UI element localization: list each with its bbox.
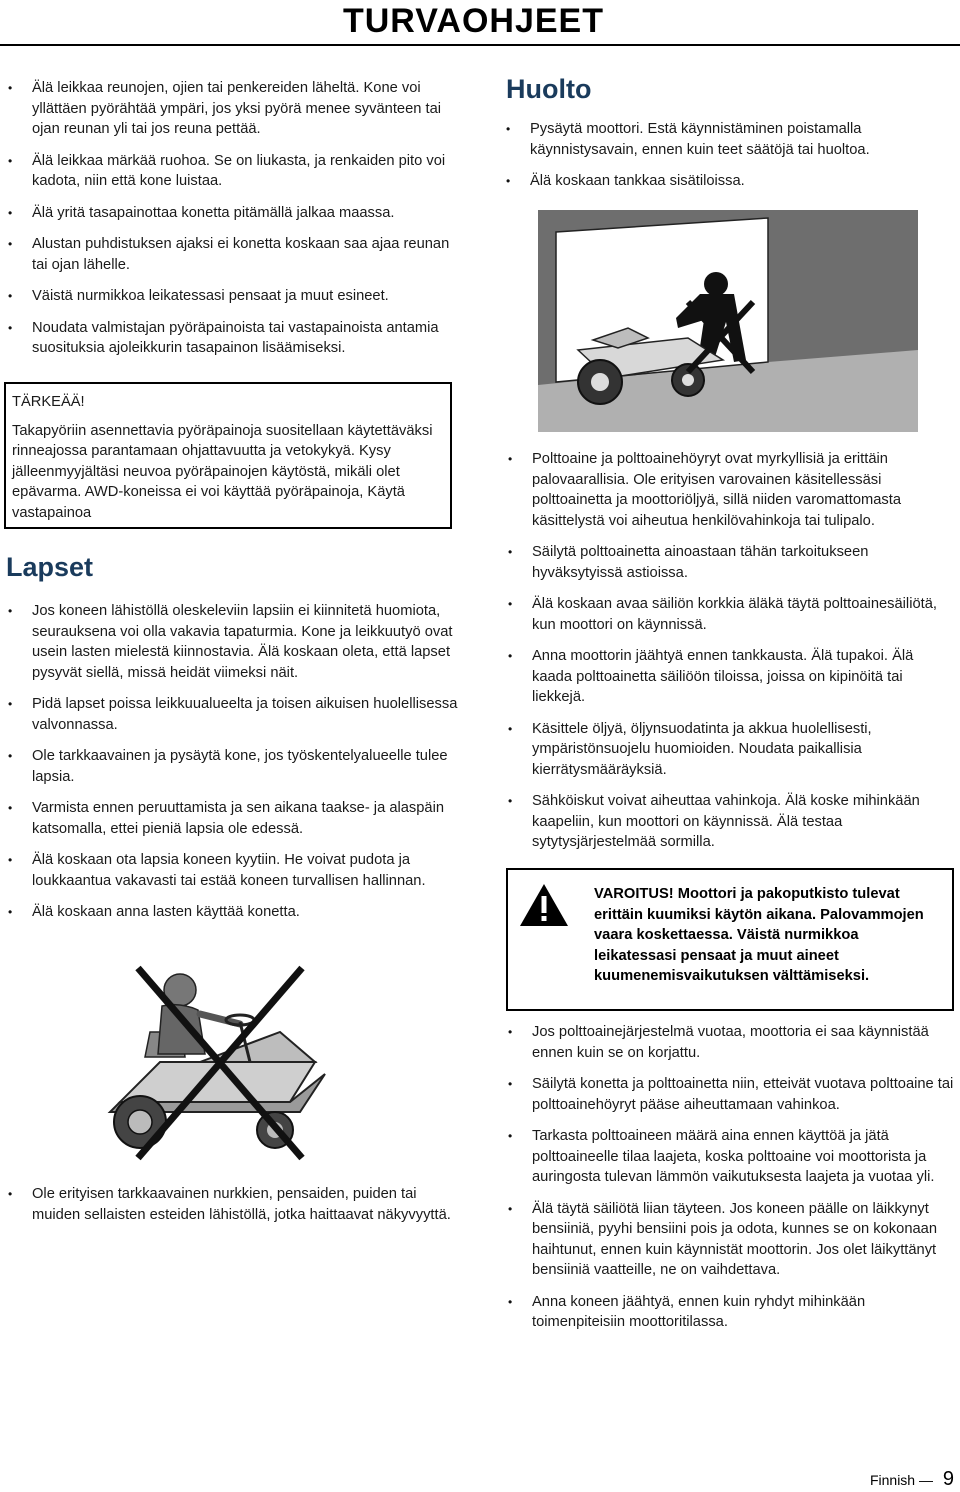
maintenance-list <box>506 119 956 192</box>
list-item: • Älä koskaan tankkaa sisätiloissa. <box>506 171 956 192</box>
list-item: • Älä leikkaa reunojen, ojien tai penkereiden läheltä. Kone voi yllättäen pyörähtää ympäri, jos yksi pyörä menee syvänteen tai ojan reunan yli tai jos reuna pettää. <box>8 78 460 140</box>
warning-box <box>506 868 954 1011</box>
slope-safety-list <box>8 78 460 359</box>
footer-language: Finnish <box>869 1472 916 1488</box>
left-column-top <box>8 78 460 370</box>
footer-separator: — <box>918 1472 933 1488</box>
list-item: • Jos koneen lähistöllä oleskeleviin lapsiin ei kiinnitetä huomiota, seurauksena voi olla vakavia tapaturmia. Kone ja leikkuutyö ovat usein lasten mielestä kiinnostavia. Älä koskaan oleta, että lapset pysyvät siellä, missä heidät viimeksi näit. <box>8 601 458 683</box>
page-footer <box>870 1468 954 1491</box>
list-item: • Säilytä polttoainetta ainoastaan tähän tarkoitukseen hyväksytyissä astioissa. <box>508 542 954 583</box>
list-item: • Älä leikkaa märkää ruohoa. Se on liukasta, ja renkaiden pito voi kadota, niin että kone luistaa. <box>8 151 460 192</box>
maintenance-heading: Huolto <box>506 74 592 104</box>
list-item: • Jos polttoainejärjestelmä vuotaa, moottoria ei saa käynnistää ennen kuin se on korjattu. <box>508 1022 954 1063</box>
list-item: • Alustan puhdistuksen ajaksi ei konetta koskaan saa ajaa reunan tai ojan lähelle. <box>8 234 460 275</box>
fuel-section <box>508 449 954 864</box>
page-number: 9 <box>942 1468 954 1490</box>
no-refuel-indoors-illustration <box>538 210 918 432</box>
list-item: • Anna moottorin jäähtyä ennen tankkausta. Älä tupakoi. Älä kaada polttoainetta säiliöön tiloissa, joissa on kipinöitä tai liekkejä. <box>508 646 954 708</box>
list-item: • Ole erityisen tarkkaavainen nurkkien, pensaiden, puiden tai muiden sellaisten esteiden lähistöllä, jotka haittaavat näkyvyyttä. <box>8 1184 460 1225</box>
list-item: • Anna koneen jäähtyä, ennen kuin ryhdyt mihinkään toimenpiteisiin moottoritilassa. <box>508 1292 954 1333</box>
warning-triangle-icon <box>518 882 570 928</box>
list-item: • Tarkasta polttoaineen määrä aina ennen käyttöä ja jätä polttoaineelle tilaa laajeta, koska polttoaine voi moottorista ja auringosta tulevan lämmön vaikutuksesta laajeta ja vuotaa yli. <box>508 1126 954 1188</box>
list-item: • Noudata valmistajan pyöräpainoista tai vastapainoista antamia suosituksia ajoleikkurin tasapainon lisäämiseksi. <box>8 318 460 359</box>
fuel-list <box>508 449 954 853</box>
maintenance-section <box>506 74 956 203</box>
list-item: • Pysäytä moottori. Estä käynnistäminen poistamalla käynnistysavain, ennen kuin teet säätöjä tai huoltoa. <box>506 119 956 160</box>
important-text: Takapyöriin asennettavia pyöräpainoja suositellaan käytettäväksi rinneajossa parantamaan ohjattavuutta ja vetokykyä. Kysy jälleenmyyjältäsi neuvoa pyöräpainojen käytöstä, mikäli olet epävarma. AWD-koneissa ei voi käyttää pyöräpainoja, Käytä vastapainoa <box>12 422 433 521</box>
list-item: • Älä koskaan avaa säiliön korkkia äläkä täytä polttoainesäiliötä, kun moottori on käynnissä. <box>508 594 954 635</box>
list-item: • Polttoaine ja polttoainehöyryt ovat myrkyllisiä ja erittäin palovaarallisia. Ole erityisen varovainen käsitellessäsi polttoainetta ja moottoriöljyä, sillä niiden varomattomasta käsittelystä voi aiheutua henkilövahinkoja tai tulipalo. <box>508 449 954 531</box>
after-warning-section <box>508 1022 954 1344</box>
list-item: • Sähköiskut voivat aiheuttaa vahinkoja. Älä koske mihinkään kaapeliin, kun moottori on käynnissä. Älä testaa sytytysjärjestelmää sormilla. <box>508 791 954 853</box>
list-item: • Älä yritä tasapainottaa konetta pitämällä jalkaa maassa. <box>8 203 460 224</box>
children-after-image <box>8 1184 460 1236</box>
list-item: • Väistä nurmikkoa leikatessasi pensaat ja muut esineet. <box>8 286 460 307</box>
page-title: TURVAOHJEET <box>342 2 604 40</box>
children-section <box>6 552 458 934</box>
children-list <box>6 601 458 923</box>
list-item: • Säilytä konetta ja polttoainetta niin, etteivät vuotava polttoaine tai polttoainehöyryt pääse aiheuttamaan vahinkoa. <box>508 1074 954 1115</box>
warning-text: VAROITUS! Moottori ja pakoputkisto tulevat erittäin kuumiksi käytön aikana. Palovammojen vaara koskettaessa. Väistä nurmikkoa leikatessasi pensaat ja muut aineet kuumenemisvaikutuksen välttämiseksi. <box>594 886 924 984</box>
page-header <box>0 0 960 46</box>
visibility-list <box>8 1184 460 1225</box>
no-passenger-child-illustration <box>90 962 340 1170</box>
children-heading: Lapset <box>6 552 94 582</box>
list-item: • Varmista ennen peruuttamista ja sen aikana taakse- ja alaspäin katsomalla, ettei pieniä lapsia ole edessä. <box>8 798 458 839</box>
list-item: • Älä koskaan anna lasten käyttää konetta. <box>8 902 458 923</box>
important-title: TÄRKEÄÄ! <box>12 394 85 410</box>
list-item: • Käsittele öljyä, öljynsuodatinta ja akkua huolellisesti, ympäristönsuojelu huomioiden. Noudata paikallisia kierrätysmääräyksiä. <box>508 719 954 781</box>
list-item: • Ole tarkkaavainen ja pysäytä kone, jos työskentelyalueelle tulee lapsia. <box>8 746 458 787</box>
important-notice-box <box>4 382 452 529</box>
list-item: • Älä koskaan ota lapsia koneen kyytiin. He voivat pudota ja loukkaantua vakavasti tai estää koneen turvallisen hallinnan. <box>8 850 458 891</box>
fuel-storage-list <box>508 1022 954 1333</box>
list-item: • Älä täytä säiliötä liian täyteen. Jos koneen päälle on läikkynyt bensiiniä, pyyhi bensiini pois ja odota, kunnes se on kokonaan haihtunut, ennen kuin käynnistät moottorin. Jos olet läikyttänyt bensiiniä vaatteille, ne on vaihdettava. <box>508 1199 954 1281</box>
list-item: • Pidä lapset poissa leikkuualueelta ja toisen aikuisen huolellisessa valvonnassa. <box>8 694 458 735</box>
